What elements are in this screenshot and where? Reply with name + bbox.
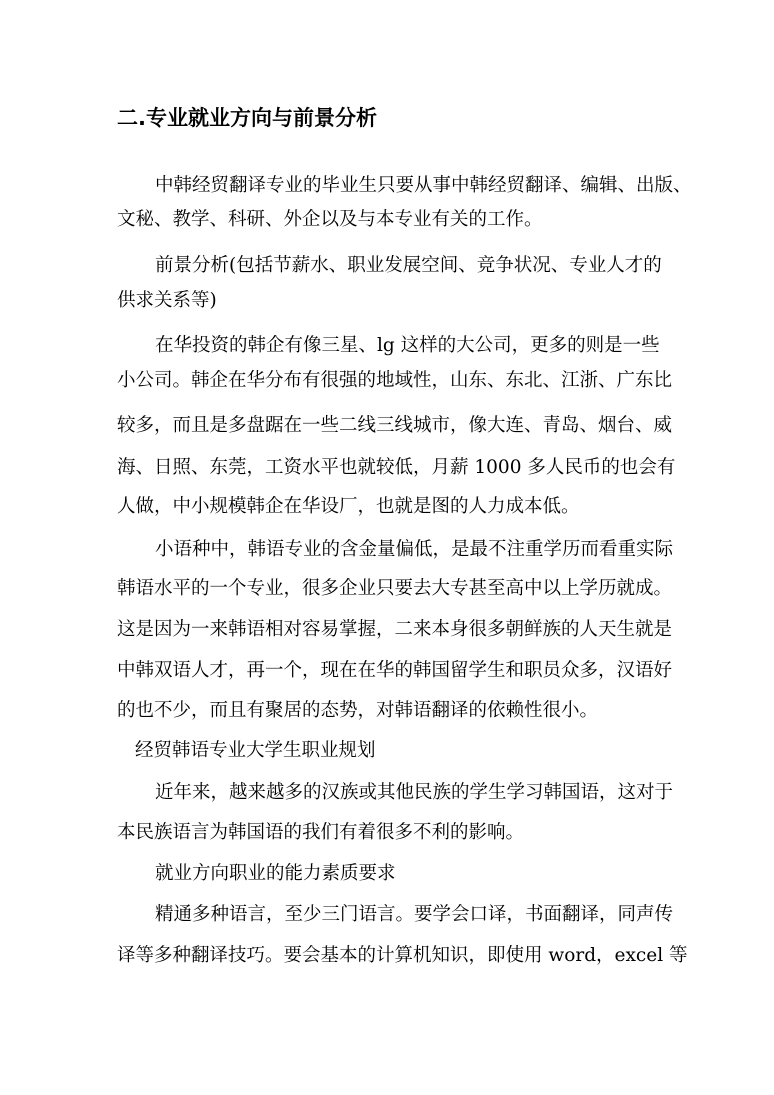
paragraph-6-line-2: 本民族语言为韩国语的我们有着很多不利的影响。 (117, 822, 525, 843)
paragraph-2-line-1: 前景分析(包括节薪水、职业发展空间、竞争状况、专业人才的 (155, 255, 662, 276)
paragraph-8-line-1: 精通多种语言，至少三门语言。要学会口译，书面翻译，同声传 (155, 904, 674, 925)
paragraph-3-line-1: 在华投资的韩企有像三星、lg 这样的大公司，更多的则是一些 (155, 335, 660, 356)
section-heading: 二.专业就业方向与前景分析 (117, 106, 377, 130)
paragraph-6-line-1: 近年来，越来越多的汉族或其他民族的学生学习韩国语，这对于 (155, 782, 674, 803)
paragraph-3-line-2: 小公司。韩企在华分布有很强的地域性，山东、东北、江浙、广东比 (117, 370, 673, 391)
paragraph-3-line-4: 海、日照、东莞，工资水平也就较低，月薪 1000 多人民币的也会有 (117, 457, 676, 478)
paragraph-4-line-2: 韩语水平的一个专业，很多企业只要去大专甚至高中以上学历就成。 (117, 578, 673, 599)
paragraph-4-line-5: 的也不少，而且有聚居的态势，对韩语翻译的依赖性很小。 (117, 700, 599, 721)
paragraph-4-line-3: 这是因为一来韩语相对容易掌握，二来本身很多朝鲜族的人天生就是 (117, 619, 673, 640)
paragraph-2-line-2: 供求关系等) (117, 290, 217, 311)
paragraph-1-line-2: 文秘、教学、科研、外企以及与本专业有关的工作。 (117, 209, 543, 230)
subheading-career-planning: 经贸韩语专业大学生职业规划 (135, 740, 376, 761)
paragraph-3-line-3: 较多，而且是多盘踞在一些二线三线城市，像大连、青岛、烟台、威 (117, 415, 673, 436)
paragraph-1-line-1: 中韩经贸翻译专业的毕业生只要从事中韩经贸翻译、编辑、出版、 (155, 175, 692, 196)
paragraph-4-line-1: 小语种中，韩语专业的含金量偏低，是最不注重学历而看重实际 (155, 539, 674, 560)
subheading-ability-requirements: 就业方向职业的能力素质要求 (155, 863, 396, 884)
paragraph-3-line-5: 人做，中小规模韩企在华设厂，也就是图的人力成本低。 (117, 496, 580, 517)
paragraph-8-line-2: 译等多种翻译技巧。要会基本的计算机知识，即使用 word，excel 等 (117, 945, 688, 966)
paragraph-4-line-4: 中韩双语人才，再一个，现在在华的韩国留学生和职员众多，汉语好 (117, 660, 673, 681)
